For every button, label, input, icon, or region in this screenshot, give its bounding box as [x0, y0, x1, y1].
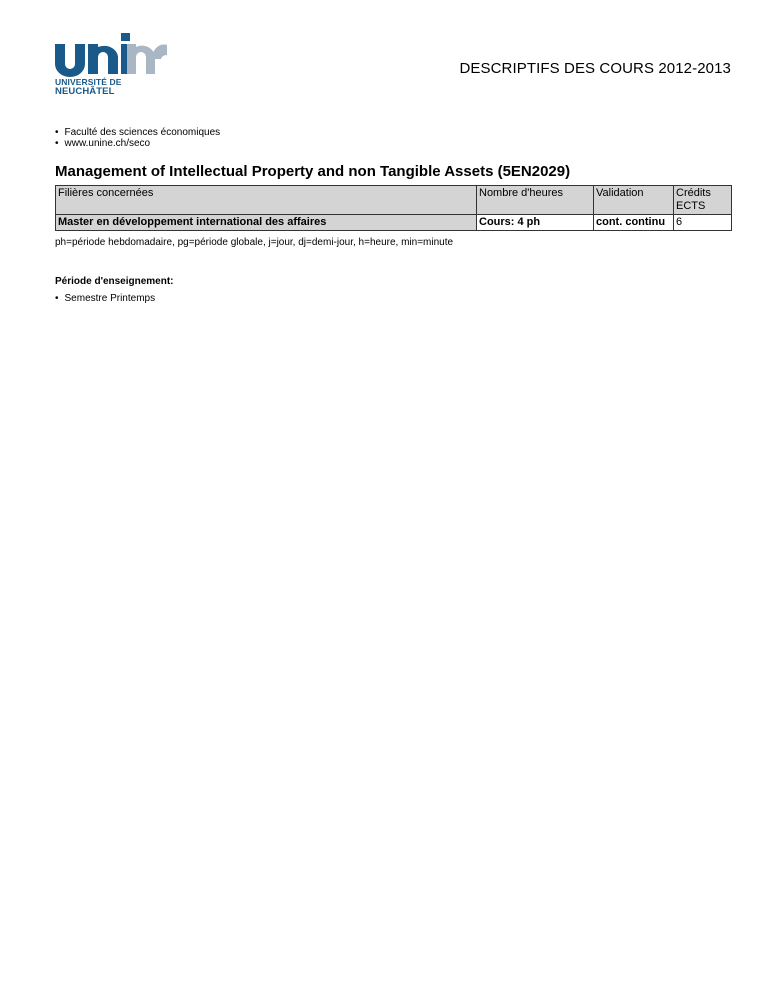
university-logo	[55, 33, 175, 97]
header-credits-line1: Crédits	[676, 187, 711, 199]
abbreviations-note: ph=période hebdomadaire, pg=période globale, j=jour, dj=demi-jour, h=heure, min=minute	[55, 237, 454, 248]
header-validation: Validation	[594, 186, 674, 215]
periode-label: Période d'enseignement:	[55, 276, 174, 287]
course-table	[55, 185, 732, 231]
faculty-url: • www.unine.ch/seco	[55, 138, 220, 149]
faculty-list	[55, 127, 220, 149]
periode-item: • Semestre Printemps	[55, 293, 155, 304]
unine-logo-icon	[55, 33, 167, 77]
course-title: Management of Intellectual Property and non Tangible Assets (5EN2029)	[55, 163, 571, 180]
header-heures: Nombre d'heures	[477, 186, 594, 215]
logo-line-2: NEUCHÂTEL	[55, 86, 115, 97]
cell-credits: 6	[674, 215, 732, 231]
table-header-row	[56, 186, 732, 215]
cell-filiere: Master en développement international des affaires	[56, 215, 477, 231]
header-credits-line2: ECTS	[676, 200, 706, 212]
header-credits	[674, 186, 732, 215]
table-row	[56, 215, 732, 231]
faculty-name: • Faculté des sciences économiques	[55, 127, 220, 138]
document-header: DESCRIPTIFS DES COURS 2012-2013	[459, 60, 731, 77]
cell-heures: Cours: 4 ph	[477, 215, 594, 231]
cell-validation: cont. continu	[594, 215, 674, 231]
header-filieres: Filières concernées	[56, 186, 477, 215]
logo-line-1: UNIVERSITÉ DE	[55, 77, 122, 87]
